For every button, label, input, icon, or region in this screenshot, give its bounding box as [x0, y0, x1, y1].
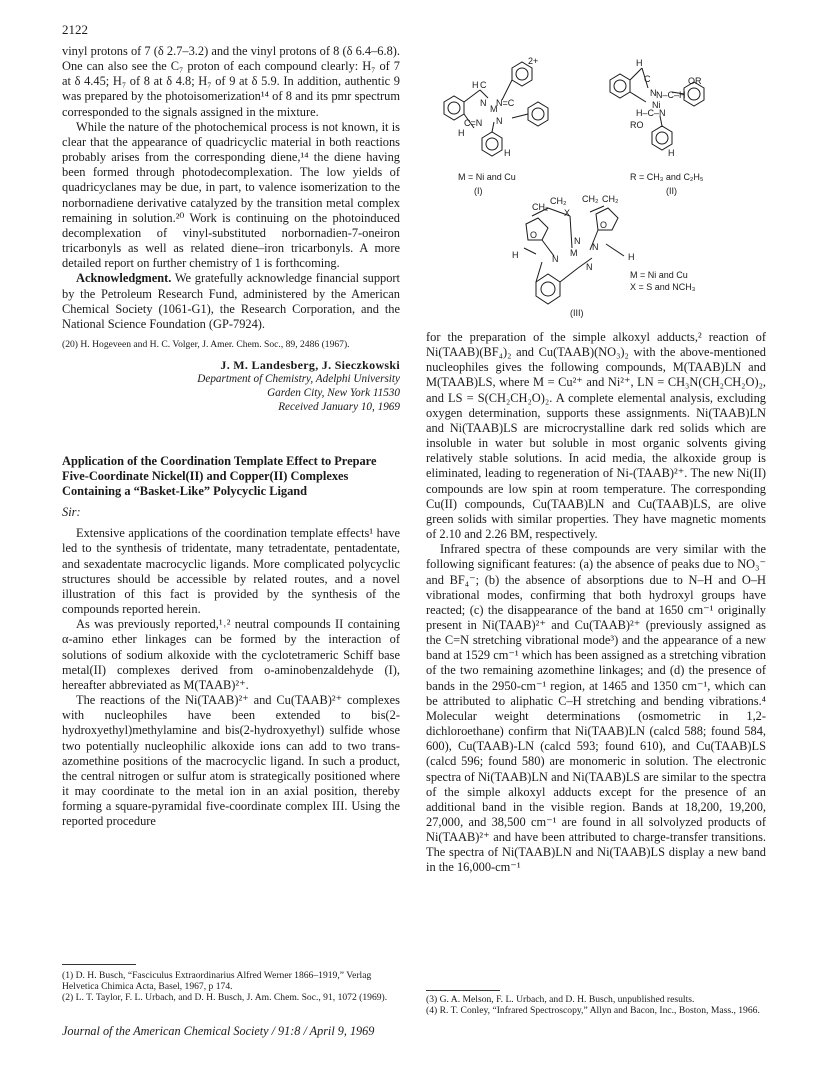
bond [464, 90, 480, 102]
affiliation-1: Department of Chemistry, Adelphi University [197, 373, 400, 386]
footnote-1: (1) D. H. Busch, “Fasciculus Extraordinarius Alfred Werner 1866–1919,” Verlag Helvetica Chimica Acta, Basel, 1967, p 174. [62, 970, 372, 993]
atom-label: H [504, 148, 511, 158]
aromatic-circle [532, 108, 544, 120]
affiliation-2: Garden City, New York 11530 [267, 387, 400, 400]
atom-label: O [600, 220, 608, 230]
footnote-2: (2) L. T. Taylor, F. L. Urbach, and D. H. Busch, J. Am. Chem. Soc., 91, 1072 (1969). [62, 992, 388, 1004]
acknowledgment-label: Acknowledgment. [76, 271, 172, 286]
aromatic-circle [614, 80, 626, 92]
bond [606, 244, 624, 256]
author-names: J. M. Landesberg, J. Sieczkowski [220, 358, 400, 373]
atom-label: N [592, 242, 599, 252]
benzene-ring-I-right [528, 102, 548, 126]
atom-label: N [480, 98, 487, 108]
atom-label: H [628, 252, 635, 262]
bond [630, 68, 642, 80]
benzene-ring-III-bottom [536, 274, 560, 304]
footnote-3: (3) G. A. Melson, F. L. Urbach, and D. H. Busch, unpublished results. [426, 994, 695, 1005]
atom-label: N [650, 88, 657, 98]
benzene-ring-II-bottom [652, 126, 672, 150]
right-column [426, 330, 766, 876]
bond [512, 114, 528, 118]
footnote-20: (20) H. Hogeveen and H. C. Volger, J. Amer. Chem. Soc., 89, 2486 (1967). [62, 338, 350, 350]
structure-II-label: (II) [666, 186, 677, 196]
bond [630, 92, 646, 102]
bond [492, 122, 494, 132]
page-number: 2122 [62, 22, 88, 37]
structure-III-label: (III) [570, 308, 584, 318]
received-date: Received January 10, 1969 [278, 401, 400, 414]
atom-label: M [490, 104, 498, 114]
charge-label: 2+ [528, 56, 539, 66]
atom-label: O [530, 230, 538, 240]
aromatic-circle [688, 88, 700, 100]
atom-label: H [668, 148, 675, 158]
atom-label: N [552, 254, 559, 264]
atom-label: X [564, 208, 571, 218]
atom-label: Ni [652, 100, 661, 110]
left-paragraph-3: Extensive applications of the coordination template effects¹ have led to the synthesis of tridentate, many tetradentate, pentadentate, and sexadentate macrocyclic ligands. More complicated polycyclic structures should be accessible by related routes, and a novel illustration of this fact is provided by the synthesis of the compounds reported herein. [62, 526, 400, 617]
fragment-label: C=N [464, 118, 483, 128]
aromatic-circle [448, 102, 460, 114]
structure-I-metal-label: M = Ni and Cu [458, 172, 516, 182]
atom-label: CH₂ [550, 196, 567, 206]
acknowledgment-text: We gratefully acknowledge financial support by the Petroleum Research Fund, administered by the American Chemical Society (1061-G1), the Research Corporation, and the National Science Foundation (GP-7924). [62, 271, 400, 331]
atom-label: H [636, 58, 643, 68]
aromatic-circle [486, 138, 498, 150]
left-paragraph-2: While the nature of the photochemical process is not known, it is clear that the appearance of quadricyclic material in both reactions probably arises from the corresponding diene,¹⁴ the diene having been formed through photodecomplexation. The low yields of quadricyclanes may be due, in part, to valence isomerization to the norbornadiene derivative catalyzed by the transition metal complex remaining in solution.²⁰ Work is continuing on the photoinduced decomplexation of vinyl-substituted norbornadien-7-oneiron tricarbonyls as well as related diene–iron tricarbonyls. A more detailed report on further chemistry of 1 is forthcoming. [62, 119, 400, 271]
left-paragraph-1: vinyl protons of 7 (δ 2.7–3.2) and the vinyl protons of 8 (δ 6.4–6.8). One can also see the C₇ proton of each compound clearly: H₇ of 7 at δ 4.45; H₇ of 8 at δ 4.8; H₇ of 9 at δ 5.9. In addition, authentic 9 was prepared by the photoisomerization¹⁴ of 8 and its pmr spectrum corresponded to the signals assigned in the mixture. [62, 44, 400, 119]
bond [570, 216, 572, 248]
benzene-ring-I-left [444, 96, 464, 120]
left-column [62, 44, 400, 829]
atom-label: H [472, 80, 479, 90]
atom-label: H [458, 128, 465, 138]
atom-label: CH₂ [582, 194, 599, 204]
footnote-divider-right [426, 990, 500, 991]
author-block [62, 358, 400, 414]
structure-II-r-label: R = CH₃ and C₂H₅ [630, 172, 704, 182]
atom-label: H [512, 250, 519, 260]
atom-label: C [644, 74, 651, 84]
structure-III-x-label: X = S and NCH₃ [630, 282, 696, 292]
right-paragraph-2: Infrared spectra of these compounds are very similar with the following significant features: (a) the absence of peaks due to NO₃⁻ and BF₄⁻; (b) the absence of absorptions due to N–H and O–H vibrational modes, confirming that both hydroxyl groups have reacted; (c) the disappearance of the band at 1650 cm⁻¹ originally present in Ni(TAAB)²⁺ and Cu(TAAB)²⁺ (previously assigned as the C=N stretching vibrational mode³) and the appearance of a new band at 1529 cm⁻¹ which has been assigned as a stretching vibration of the two remaining azomethine linkages; and (d) the presence of bands in the 2950-cm⁻¹ region, at 1465 and 1350 cm⁻¹, which can be attributed to aliphatic C–H stretching and bending vibrations.⁴ Molecular weight determinations (osmometric in 1,2-dichloroethane) confirm that Ni(TAAB)LN (calcd 588; found 584, 600), Cu(TAAB)-LN (calcd 593; found 610), and Cu(TAAB)LS (calcd 596; found 580) are monomeric in solution. The electronic spectra of Ni(TAAB)LN and Ni(TAAB)LS are similar to the spectra of the simple alkoxyl adducts except for the presence of an additional band in the visible region. Bands at 18,200, 19,200, 27,000, and 38,500 cm⁻¹ are found in all solvolyzed products of Ni(TAAB)²⁺ and have been attributed to charge-transfer transitions. The spectra of Ni(TAAB)LN and Ni(TAAB)LS display a new band in the 16,000-cm⁻¹ [426, 542, 766, 875]
atom-label: N [496, 116, 503, 126]
aromatic-circle [516, 68, 528, 80]
benzene-ring-I-bottom [482, 132, 502, 156]
salutation: Sir: [62, 505, 81, 520]
left-paragraph-4: As was previously reported,¹˒² neutral compounds II containing α-amino ether linkages can be formed by the interaction of solutions of sodium alkoxide with the cyclotetrameric Schiff base metal(II) complexes derived from o-aminobenzaldehyde (I), hereafter abbreviated as M(TAAB)²⁺. [62, 617, 400, 692]
fragment-label: H–C–N [636, 108, 666, 118]
atom-label: RO [630, 120, 644, 130]
atom-label: N [586, 262, 593, 272]
bond [560, 268, 578, 282]
aromatic-circle [656, 132, 668, 144]
left-footnotes [62, 970, 400, 1004]
acknowledgment [62, 271, 400, 332]
atom-label: M [570, 248, 578, 258]
benzene-ring-II-left [610, 74, 630, 98]
structure-III-metal-label: M = Ni and Cu [630, 270, 688, 280]
bond [502, 80, 512, 100]
right-paragraph-1: for the preparation of the simple alkoxyl adducts,² reaction of Ni(TAAB)(BF₄)₂ and Cu(TAAB)(NO₃)₂ with the above-mentioned nucleophiles gives the following compounds, M(TAAB)LN and M(TAAB)LS, where M = Cu²⁺ and Ni²⁺, LN = CH₃N(CH₂CH₂O)₂, and LS = S(CH₂CH₂O)₂. A complete elemental analysis, excluding oxygen determination, supports these assignments. Ni(TAAB)LN and Ni(TAAB)LS are microcrystalline dark red solids which are insoluble in water but soluble in most organic solvents giving relatively stable solutions. In acid media, the alkoxide group is eliminated, leading to regeneration of Ni-(TAAB)²⁺. The new Ni(II) compounds are low spin at room temperature. The corresponding Cu(II) compounds, Cu(TAAB)LN and Cu(TAAB)LS, are olive green solids with similar properties. They have magnetic moments of 2.10 and 2.26 BM, respectively. [426, 330, 766, 542]
right-footnotes [426, 994, 766, 1016]
aromatic-circle [541, 282, 555, 296]
atom-label: C [480, 80, 487, 90]
bond [480, 90, 488, 98]
fragment-label: N–C–H [656, 90, 686, 100]
atom-label: CH₂ [532, 202, 549, 212]
fragment-label: N=C [496, 98, 515, 108]
structure-I-label: (I) [474, 186, 483, 196]
atom-label: CH₂ [602, 194, 619, 204]
footnote-4: (4) R. T. Conley, “Infrared Spectroscopy,” Allyn and Bacon, Inc., Boston, Mass., 1966. [426, 1005, 760, 1017]
footnote-divider-left [62, 964, 136, 965]
atom-label: N [574, 236, 581, 246]
communication-title: Application of the Coordination Template Effect to Prepare Five-Coordinate Nickel(II) and Copper(II) Complexes Containing a “Basket-Like” Polycyclic Ligand [62, 454, 377, 499]
bond [524, 248, 536, 254]
atom-label: OR [688, 76, 702, 86]
journal-footer: Journal of the American Chemical Society / 91:8 / April 9, 1969 [62, 1024, 375, 1038]
chemical-structures-figure [424, 52, 768, 324]
left-paragraph-5: The reactions of the Ni(TAAB)²⁺ and Cu(TAAB)²⁺ complexes with nucleophiles have been extended to bis(2-hydroxyethyl)methylamine and bis(2-hydroxyethyl) sulfide whose two potentially nucleophilic alkoxide ions can add to two trans-azomethine positions of the macrocyclic ligand. In such a product, the central nitrogen or sulfur atom is strategically positioned where it may coordinate to the metal ion in an axial position, thereby forming a square-pyramidal five-coordinate complex III. Using the reported procedure [62, 693, 400, 829]
